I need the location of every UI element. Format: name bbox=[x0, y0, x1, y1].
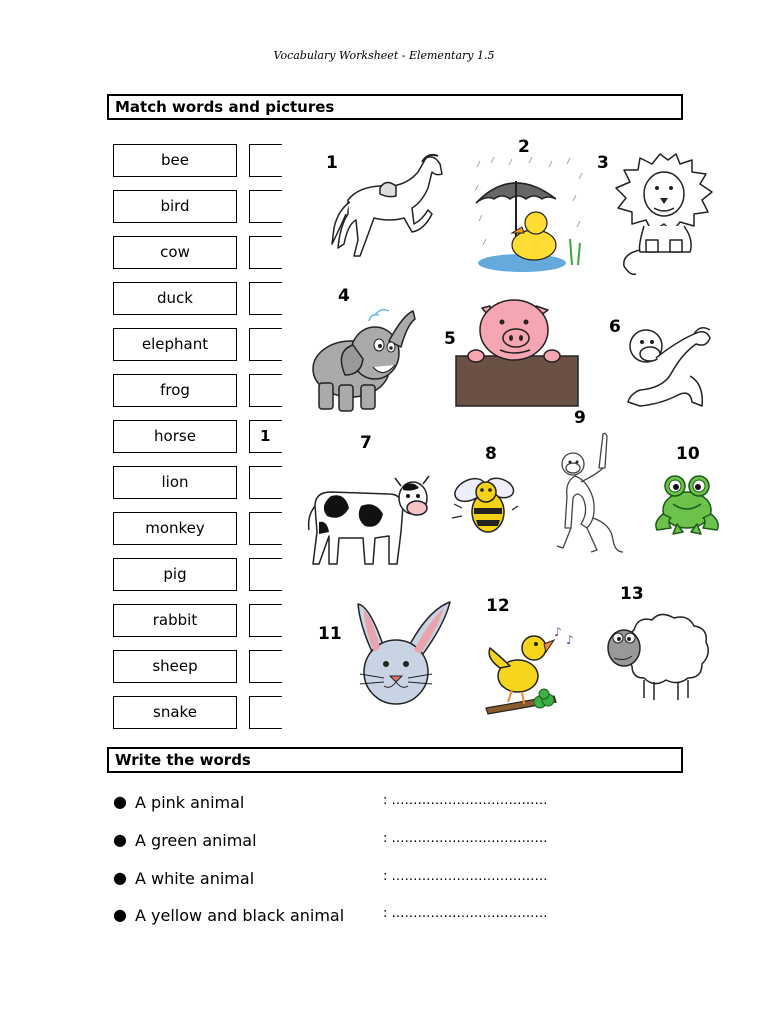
svg-text:♪: ♪ bbox=[554, 625, 562, 639]
picture-number-4: 4 bbox=[338, 286, 350, 306]
picture-number-10: 10 bbox=[676, 444, 700, 464]
picture-number-11: 11 bbox=[318, 624, 342, 644]
word-box-frog: frog bbox=[113, 374, 237, 407]
frog-picture bbox=[651, 470, 723, 536]
picture-number-5: 5 bbox=[444, 329, 456, 349]
svg-text:♪: ♪ bbox=[566, 633, 574, 647]
picture-number-8: 8 bbox=[485, 444, 497, 464]
bullet: ● bbox=[113, 905, 127, 924]
cow-picture bbox=[305, 466, 433, 568]
answer-box-bee[interactable] bbox=[249, 144, 282, 177]
word-box-bird: bird bbox=[113, 190, 237, 223]
monkey-picture bbox=[553, 428, 625, 558]
word-box-monkey: monkey bbox=[113, 512, 237, 545]
bird-picture bbox=[484, 622, 580, 716]
answer-box-rabbit[interactable] bbox=[249, 604, 282, 637]
horse-picture bbox=[330, 148, 448, 260]
duck-picture bbox=[472, 155, 587, 275]
answer-box-duck[interactable] bbox=[249, 282, 282, 315]
word-box-rabbit: rabbit bbox=[113, 604, 237, 637]
bullet: ● bbox=[113, 868, 127, 887]
answer-box-horse[interactable]: 1 bbox=[249, 420, 282, 453]
word-box-horse: horse bbox=[113, 420, 237, 453]
word-box-pig: pig bbox=[113, 558, 237, 591]
pig-picture bbox=[452, 298, 582, 408]
word-box-cow: cow bbox=[113, 236, 237, 269]
bee-picture bbox=[448, 470, 520, 540]
answer-line[interactable]: : ……………………………… bbox=[383, 831, 548, 846]
answer-line[interactable]: : ……………………………… bbox=[383, 869, 548, 884]
lion-picture bbox=[610, 150, 718, 280]
answer-line[interactable]: : ……………………………… bbox=[383, 906, 548, 921]
answer-box-lion[interactable] bbox=[249, 466, 282, 499]
word-box-duck: duck bbox=[113, 282, 237, 315]
answer-box-sheep[interactable] bbox=[249, 650, 282, 683]
word-box-lion: lion bbox=[113, 466, 237, 499]
answer-box-snake[interactable] bbox=[249, 696, 282, 729]
answer-box-bird[interactable] bbox=[249, 190, 282, 223]
elephant-picture bbox=[305, 305, 417, 415]
word-box-snake: snake bbox=[113, 696, 237, 729]
picture-number-6: 6 bbox=[609, 317, 621, 337]
write-prompt: A pink animal bbox=[135, 793, 245, 812]
word-box-elephant: elephant bbox=[113, 328, 237, 361]
answer-box-monkey[interactable] bbox=[249, 512, 282, 545]
rabbit-picture bbox=[346, 598, 458, 708]
write-section-header: Write the words bbox=[107, 747, 683, 773]
picture-number-9: 9 bbox=[574, 408, 586, 428]
sheep-picture bbox=[604, 608, 714, 702]
bullet: ● bbox=[113, 792, 127, 811]
answer-box-pig[interactable] bbox=[249, 558, 282, 591]
answer-line[interactable]: : ……………………………… bbox=[383, 793, 548, 808]
write-prompt: A green animal bbox=[135, 831, 257, 850]
document-title: Vocabulary Worksheet - Elementary 1.5 bbox=[273, 49, 495, 62]
answer-box-cow[interactable] bbox=[249, 236, 282, 269]
picture-number-1: 1 bbox=[326, 153, 338, 173]
snake-picture bbox=[620, 318, 718, 413]
match-section-header: Match words and pictures bbox=[107, 94, 683, 120]
bullet: ● bbox=[113, 830, 127, 849]
picture-number-7: 7 bbox=[360, 433, 372, 453]
write-prompt: A white animal bbox=[135, 869, 255, 888]
word-box-sheep: sheep bbox=[113, 650, 237, 683]
picture-number-3: 3 bbox=[597, 153, 609, 173]
picture-number-2: 2 bbox=[518, 137, 530, 157]
word-box-bee: bee bbox=[113, 144, 237, 177]
answer-box-elephant[interactable] bbox=[249, 328, 282, 361]
write-prompt: A yellow and black animal bbox=[135, 906, 345, 925]
picture-number-13: 13 bbox=[620, 584, 644, 604]
picture-number-12: 12 bbox=[486, 596, 510, 616]
answer-box-frog[interactable] bbox=[249, 374, 282, 407]
